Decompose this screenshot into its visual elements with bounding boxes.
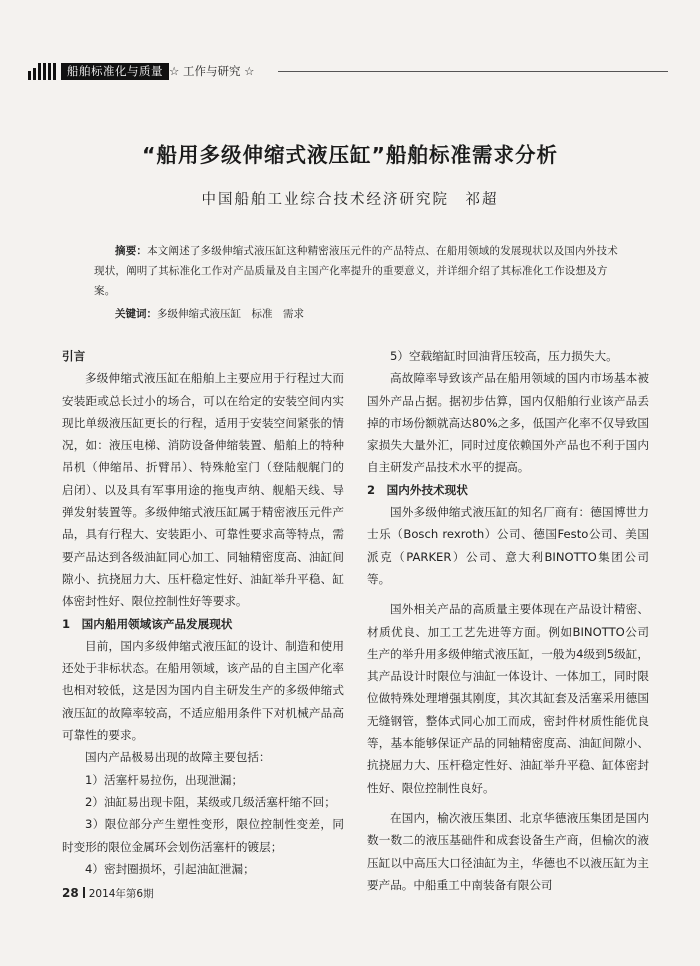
section-1-paragraph-1: 目前，国内多级伸缩式液压缸的设计、制造和使用还处于非标状态。在船用领域，该产品的自主国产化率也相对较低，这是因为国内自主研发生产的多级伸缩式液压缸的故障率较高，不适应船用条件下对机械产品高可靠性的要求。 (62, 638, 344, 743)
section-2-paragraph-2: 国外相关产品的高质量主要体现在产品设计精密、材质优良、加工工艺先进等方面。例如BINOTTO公司生产的举升用多级伸缩式液压缸，一般为4级到5级缸，其产品设计时限位与油缸一体设计、一体加工，同时限位做特殊处理增强其刚度，其次其缸套及活塞采用德国无缝钢管，整体式同心加工而成，密封件材质性能优良等，基本能够保证产品的同轴精密度高、油缸间隙小、抗挠屈力大、压杆稳定性好、油缸举升平稳、缸体密封性好、限位控制性良好。 (367, 602, 649, 795)
section-1-paragraph-3: 高故障率导致该产品在船用领域的国内市场基本被国外产品占据。据初步估算，国内仅船舶行业该产品丢掉的市场份额就高达80%之多，低国产化率不仅导致国家损失大量外汇，同时过度依赖国外产品也不利于国内自主研发产品技术水平的提高。 (367, 371, 649, 475)
header-bars-icon (28, 63, 56, 80)
abstract (94, 241, 622, 301)
fault-item: 3）限位部分产生塑性变形，限位控制性变差，同时变形的限位金属环会划伤活塞杆的镀层； (62, 817, 344, 854)
header-rule (278, 71, 668, 72)
section-2-paragraph-3: 在国内，榆次液压集团、北京华德液压集团是国内数一数二的液压基础件和成套设备生产商，但榆次的液压缸以中高压大口径油缸为主，华德也不以液压缸为主要产品。中船重工中南装备有限公司 (367, 810, 649, 892)
section-2-paragraph-1: 国外多级伸缩式液压缸的知名厂商有：德国博世力士乐（Bosch rexroth）公司、德国Festo公司、美国派克（PARKER）公司、意大利BINOTTO集团公司等。 (367, 505, 649, 586)
page-footer (62, 886, 154, 901)
section-1-paragraph-2: 国内产品极易出现的故障主要包括： (85, 750, 271, 765)
article-title: “船用多级伸缩式液压缸”船舶标准需求分析 (142, 143, 558, 167)
keywords (115, 304, 304, 324)
right-column (367, 345, 649, 896)
subsection-label: ☆ 工作与研究 ☆ (169, 64, 255, 78)
left-column (62, 345, 344, 880)
abstract-text: 本文阐述了多级伸缩式液压缸这种精密液压元件的产品特点、在船用领域的发展现状以及国内外技术现状，阐明了其标准化工作对产品质量及自主国产化率提升的重要意义，并详细介绍了其标准化工作设想及方案。 (94, 245, 618, 297)
fault-item: 4）密封圈损坏，引起油缸泄漏； (85, 861, 255, 876)
page-number: 28 (62, 886, 79, 900)
keywords-text: 多级伸缩式液压缸 标准 需求 (157, 308, 304, 320)
article-authors: 中国船舶工业综合技术经济研究院 祁超 (201, 192, 499, 208)
fault-item: 5）空载缩缸时回油背压较高，压力损失大。 (390, 349, 618, 363)
abstract-label: 摘要： (115, 245, 148, 257)
running-header (28, 63, 668, 81)
fault-item: 2）油缸易出现卡阻，某级或几级活塞杆缩不回； (85, 794, 336, 809)
keywords-label: 关键词： (115, 308, 157, 320)
section-1-heading: 1 国内船用领域该产品发展现状 (62, 616, 233, 631)
intro-paragraph: 多级伸缩式液压缸在船舶上主要应用于行程过大而安装距或总长过小的场合，可以在给定的安装空间内实现比单级液压缸更长的行程，适用于安装空间紧张的情况，如：液压电梯、消防设备伸缩装置、船舶上的特种吊机（伸缩吊、折臂吊）、特殊舱室门（登陆舰艉门的启闭）、以及具有军事用途的拖曳声纳、舰船天线、导弹发射装置等。多级伸缩式液压缸属于精密液压元件产品，具有行程大、安装距小、可靠性要求高等特点，需要产品达到各级油缸同心加工、同轴精密度高、油缸间隙小、抗挠屈力大、压杆稳定性好、油缸举升平稳、缸体密封性好、限位控制性好等要求。 (62, 371, 344, 609)
section-tag: 船舶标准化与质量 (61, 63, 169, 80)
issue-label: 2014年第6期 (88, 888, 154, 900)
section-2-heading: 2 国内外技术现状 (367, 482, 468, 497)
intro-heading: 引言 (62, 349, 86, 363)
fault-item: 1）活塞杆易拉伤，出现泄漏； (85, 772, 244, 787)
